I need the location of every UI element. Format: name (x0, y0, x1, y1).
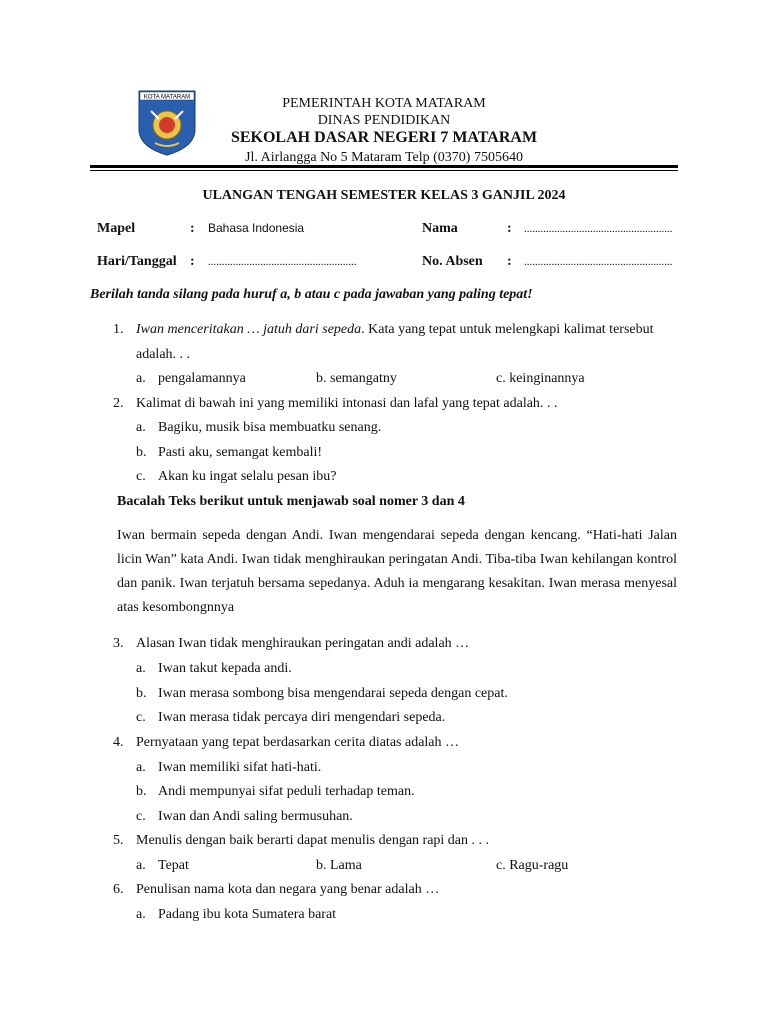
q1-text-line2: adalah. . . (136, 347, 191, 362)
q6-number: 6. (113, 882, 124, 897)
q6-text: Penulisan nama kota dan negara yang benar adalah … (136, 882, 440, 897)
department-name: DINAS PENDIDIKAN (317, 113, 451, 128)
government-name: PEMERINTAH KOTA MATARAM (282, 96, 486, 111)
absen-colon: : (507, 254, 512, 269)
q3-number: 3. (113, 636, 124, 651)
q3-text: Alasan Iwan tidak menghiraukan peringatan andi adalah … (136, 636, 470, 651)
q1-italic: Iwan menceritakan … jatuh dari sepeda (136, 322, 362, 337)
q3-option-c: Iwan merasa tidak percaya diri mengendari sepeda. (158, 710, 446, 725)
q6-option-a-letter[interactable]: a. (136, 907, 146, 922)
q3-option-b: Iwan merasa sombong bisa mengendarai sepeda dengan cepat. (158, 686, 508, 701)
q4-option-b: Andi mempunyai sifat peduli terhadap teman. (158, 784, 415, 799)
q4-option-b-letter[interactable]: b. (136, 784, 147, 799)
q4-number: 4. (113, 735, 124, 750)
q2-option-c: Akan ku ingat selalu pesan ibu? (158, 469, 337, 484)
q5-text: Menulis dengan baik berarti dapat menulis dengan rapi dan . . . (136, 833, 490, 848)
hari-colon: : (190, 254, 195, 269)
header-divider-thick (90, 165, 678, 168)
q1-option-a: pengalamannya (158, 371, 246, 386)
exam-title: ULANGAN TENGAH SEMESTER KELAS 3 GANJIL 2024 (202, 188, 566, 203)
reading-heading: Bacalah Teks berikut untuk menjawab soal nomer 3 dan 4 (117, 494, 465, 509)
q5-option-a-letter[interactable]: a. (136, 858, 146, 873)
nama-field[interactable]: ...................................................... (524, 223, 673, 235)
q2-option-a-letter[interactable]: a. (136, 420, 146, 435)
absen-field[interactable]: ...................................................... (524, 256, 673, 268)
q2-option-b: Pasti aku, semangat kembali! (158, 445, 323, 460)
school-name: SEKOLAH DASAR NEGERI 7 MATARAM (230, 129, 538, 146)
q5-option-c[interactable]: c. Ragu-ragu (496, 858, 569, 873)
q1-option-b[interactable]: b. semangatny (316, 371, 397, 386)
q5-number: 5. (113, 833, 124, 848)
q2-option-c-letter[interactable]: c. (136, 469, 146, 484)
q3-option-a: Iwan takut kepada andi. (158, 661, 292, 676)
q3-option-b-letter[interactable]: b. (136, 686, 147, 701)
q6-option-a: Padang ibu kota Sumatera barat (158, 907, 337, 922)
q4-option-c: Iwan dan Andi saling bermusuhan. (158, 809, 353, 824)
reading-text: Iwan bermain sepeda dengan Andi. Iwan mengendarai sepeda dengan kencang. “Hati-hati Jalan licin Wan” kata Andi. Iwan tidak menghiraukan peringatan Andi. Tiba-tiba Iwan kehilangan kontrol dan panik. Iwan terjatuh bersama sepedanya. Aduh ia mengarang kesakitan. Iwan merasa menyesal atas kesombongnnya (117, 528, 677, 615)
q2-option-b-letter[interactable]: b. (136, 445, 147, 460)
nama-label: Nama (422, 221, 458, 236)
logo-text: KOTA MATARAM (143, 94, 191, 101)
mapel-label: Mapel (97, 221, 136, 236)
q3-option-c-letter[interactable]: c. (136, 710, 146, 725)
q4-text: Pernyataan yang tepat berdasarkan cerita diatas adalah … (136, 735, 460, 750)
q4-option-a: Iwan memiliki sifat hati-hati. (158, 760, 322, 775)
q4-option-c-letter[interactable]: c. (136, 809, 146, 824)
q1-option-c[interactable]: c. keinginannya (496, 371, 585, 386)
q1-rest: . Kata yang tepat untuk melengkapi kalimat tersebut (361, 322, 654, 337)
school-address: Jl. Airlangga No 5 Mataram Telp (0370) 7505640 (245, 150, 523, 165)
q1-option-a-letter[interactable]: a. (136, 371, 146, 386)
absen-label: No. Absen (422, 254, 483, 269)
q1-number: 1. (113, 322, 124, 337)
q5-option-b[interactable]: b. Lama (316, 858, 362, 873)
q2-option-a: Bagiku, musik bisa membuatku senang. (158, 420, 382, 435)
instruction: Berilah tanda silang pada huruf a, b atau c pada jawaban yang paling tepat! (90, 287, 533, 302)
hari-label: Hari/Tanggal (97, 254, 177, 269)
mapel-value: Bahasa Indonesia (208, 221, 305, 235)
q2-text: Kalimat di bawah ini yang memiliki intonasi dan lafal yang tepat adalah. . . (136, 396, 558, 411)
q2-number: 2. (113, 396, 124, 411)
q4-option-a-letter[interactable]: a. (136, 760, 146, 775)
nama-colon: : (507, 221, 512, 236)
mapel-colon: : (190, 221, 195, 236)
header-divider-thin (90, 170, 678, 171)
q3-option-a-letter[interactable]: a. (136, 661, 146, 676)
hari-field[interactable]: ...................................................... (208, 256, 357, 268)
q1-text (136, 321, 654, 339)
q5-option-a: Tepat (158, 858, 189, 873)
